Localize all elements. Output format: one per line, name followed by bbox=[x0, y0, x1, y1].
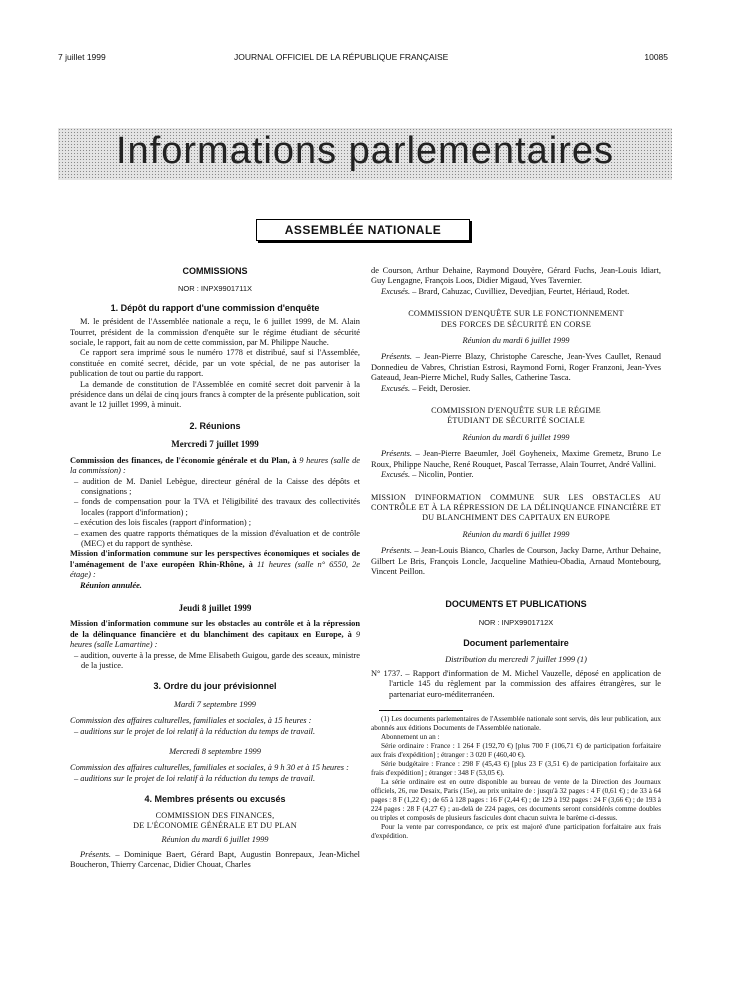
reunion-date: Réunion du mardi 6 juillet 1999 bbox=[462, 336, 570, 346]
commissions-heading: COMMISSIONS bbox=[182, 266, 248, 276]
reunion-date: Réunion du mardi 6 juillet 1999 bbox=[462, 432, 570, 442]
nor-code: NOR : INPX9901711X bbox=[177, 284, 253, 294]
present-names-continued: de Courson, Arthur Dehaine, Raymond Douyère, Gérard Fuchs, Jean-Louis Idiart, Guy Lengagne, François Loos, Didier Migaud, Yves Tavernier. bbox=[371, 266, 661, 286]
attendance-excused bbox=[371, 384, 661, 394]
present-names: – Jean-Pierre Blazy, Christophe Caresche, Jean-Yves Caullet, Renaud Donnedieu de Vabres, Christian Estrosi, Raymond Forni, Roger Franzoni, Jean-Yves Gateaud, Jean-Pierre Michel, Rudy Salles, Catherine Tasca. bbox=[371, 352, 661, 383]
present-label: Présents. bbox=[381, 449, 412, 459]
attendance-present bbox=[371, 352, 661, 383]
meeting-time: 9 heures (salle Lamartine) : bbox=[70, 629, 361, 650]
attendance-present bbox=[371, 449, 661, 470]
mission-title: MISSION D'INFORMATION COMMUNE SUR LES OBSTACLES AU CONTRÔLE ET À LA RÉPRESSION DE LA DÉLINQUANCE FINANCIÈRE ET DU BLANCHIMENT DES CAPITAUX EN EUROPE bbox=[371, 492, 661, 523]
meeting-time: 11 heures (salle n° 6550, 2e étage) : bbox=[70, 559, 360, 580]
footnote-text: Série budgétaire : France : 298 F (45,43 €) [plus 23 F (3,51 €) de participation forfaitaire aux frais d'expédition] ; étranger : 348 F (53,05 €). bbox=[371, 760, 661, 778]
agenda-item: – audition de M. Daniel Lebègue, directeur général de la Caisse des dépôts et consignations ; bbox=[74, 476, 360, 496]
commission-title: DES FORCES DE SÉCURITÉ EN CORSE bbox=[440, 319, 592, 329]
footnote-text: (1) Les documents parlementaires de l'Assemblée nationale sont servis, dès leur publication, aux abonnés aux éditions Documents de l'Assemblée nationale. bbox=[371, 715, 661, 733]
present-names: – Jean-Pierre Baeumler, Joël Goyheneix, Maxime Gremetz, Bruno Le Roux, Philippe Nauche, René Rouquet, Pascal Terrasse, Alain Tourret, André Vallini. bbox=[371, 449, 661, 469]
attendance-excused bbox=[371, 470, 661, 480]
meeting-entry bbox=[70, 456, 360, 477]
agenda-item: – audition, ouverte à la presse, de Mme Elisabeth Guigou, garde des sceaux, ministre de la justice. bbox=[74, 650, 360, 670]
assembly-title-box: ASSEMBLÉE NATIONALE bbox=[256, 219, 470, 241]
section-1-paragraph: M. le président de l'Assemblée nationale a reçu, le 6 juillet 1999, de M. Alain Tourret, président de la commission d'enquête sur le régime étudiant de sécurité sociale, le rapport, fait au nom de cette commission, par M. Philippe Nauche. bbox=[70, 317, 360, 348]
agenda-item: – fonds de compensation pour la TVA et l'éligibilité des travaux des collectivités locales (rapport d'information) ; bbox=[74, 497, 360, 517]
section-3-title: 3. Ordre du jour prévisionnel bbox=[153, 681, 277, 692]
section-1-title: 1. Dépôt du rapport d'une commission d'enquête bbox=[110, 302, 320, 313]
footnote-text: Série ordinaire : France : 1 264 F (192,70 €) [plus 700 F (106,71 €) de participation forfaitaire aux frais d'expédition] ; étranger : 3 020 F (460,40 €). bbox=[371, 742, 661, 760]
header-page-number: 10085 bbox=[644, 52, 668, 62]
meeting-body: Mission d'information commune sur les perspectives économiques et sociales de l'aménagement de l'axe européen Rhin-Rhône, à bbox=[70, 549, 360, 569]
section-1-paragraph: La demande de constitution de l'Assemblée en comité secret doit parvenir à la présidence dans un délai de cinq jours francs à compter de la présente publication, soit avant le 12 juillet 1999, à minuit. bbox=[70, 379, 360, 410]
agenda-date: Mardi 7 septembre 1999 bbox=[174, 699, 256, 709]
section-1-paragraph: Ce rapport sera imprimé sous le numéro 1778 et distribué, sauf si l'Assemblée, constituée en comité secret, décide, par un vote spécial, de ne pas autoriser la publication de tout ou partie du rapport. bbox=[70, 348, 360, 379]
document-type-heading: Document parlementaire bbox=[463, 638, 569, 649]
reunion-date: Réunion du mardi 6 juillet 1999 bbox=[462, 529, 570, 539]
section-banner bbox=[58, 128, 672, 180]
excused-label: Excusés. bbox=[381, 383, 411, 393]
right-column bbox=[371, 266, 661, 841]
reunion-date: Réunion du mardi 6 juillet 1999 bbox=[161, 835, 269, 845]
left-column bbox=[70, 266, 360, 871]
footnote-text: Abonnement un an : bbox=[381, 733, 440, 742]
nor-code: NOR : INPX9901712X bbox=[478, 617, 554, 627]
header-journal: JOURNAL OFFICIEL DE LA RÉPUBLIQUE FRANÇAISE bbox=[234, 52, 449, 62]
header-date: 7 juillet 1999 bbox=[58, 52, 106, 62]
documents-heading: DOCUMENTS ET PUBLICATIONS bbox=[445, 599, 587, 610]
present-names: – Dominique Baert, Gérard Bapt, Augustin Bonrepaux, Jean-Michel Boucheron, Thierry Carcenac, Didier Chouat, Charles bbox=[70, 849, 360, 870]
document-entry: N° 1737. – Rapport d'information de M. Michel Vauzelle, déposé en application de l'article 145 du règlement par la commission des affaires étrangères, sur le partenariat euro-méditerranéen. bbox=[371, 668, 661, 699]
present-label: Présents. bbox=[381, 546, 412, 556]
page-header bbox=[58, 52, 668, 68]
section-4-title: 4. Membres présents ou excusés bbox=[144, 794, 286, 805]
present-label: Présents. bbox=[381, 352, 412, 362]
agenda-commission: Commission des affaires culturelles, familiales et sociales, à 15 heures : bbox=[70, 716, 312, 726]
commission-title: COMMISSION D'ENQUÊTE SUR LE RÉGIME bbox=[431, 406, 601, 416]
meeting-body: Mission d'information commune sur les obstacles au contrôle et à la répression de la délinquance financière et du blanchiment des capitaux en Europe, à bbox=[70, 619, 360, 639]
agenda-item: – auditions sur le projet de loi relatif à la réduction du temps de travail. bbox=[74, 726, 316, 736]
excused-label: Excusés. bbox=[381, 286, 411, 296]
excused-names: – Brard, Cahuzac, Cuvilliez, Devedjian, Feurtet, Hériaud, Rodet. bbox=[410, 286, 630, 296]
attendance-present bbox=[70, 850, 360, 871]
meeting-entry bbox=[70, 549, 360, 580]
commission-title: DE L'ÉCONOMIE GÉNÉRALE ET DU PLAN bbox=[133, 821, 297, 831]
distribution-date: Distribution du mercredi 7 juillet 1999 (1) bbox=[445, 654, 587, 664]
meeting-date: Jeudi 8 juillet 1999 bbox=[178, 602, 252, 613]
commission-title: COMMISSION DES FINANCES, bbox=[155, 810, 275, 820]
meeting-date: Mercredi 7 juillet 1999 bbox=[171, 439, 259, 450]
commission-title: ÉTUDIANT DE SÉCURITÉ SOCIALE bbox=[447, 416, 585, 426]
agenda-commission: Commission des affaires culturelles, familiales et sociales, à 9 h 30 et à 15 heures : bbox=[70, 763, 349, 773]
present-label: Présents. bbox=[80, 849, 111, 859]
meeting-entry bbox=[70, 619, 360, 650]
section-2-title: 2. Réunions bbox=[189, 420, 241, 431]
meeting-time: 9 heures (salle de la commission) : bbox=[70, 455, 361, 476]
footnote-text: La série ordinaire est en outre disponible au bureau de vente de la Direction des Journaux officiels, 26, rue Desaix, Paris (15e), au prix unitaire de : jusqu'à 32 pages : 4 F (0,61 €) ; de 33 à 64 pages : 8 F (1,22 €) ; de 65 à 128 pages : 16 F (2,44 €) ; de 129 à 192 pages : 24 F (3,66 €) ; de 193 à 224 pages : 28 F (4,27 €) ; au-delà de 224 pages, ces documents seront considérés comme doubles ou triples et composés de plusieurs fascicules dont chacun suivra le barème ci-dessus. bbox=[371, 778, 661, 823]
present-names: – Jean-Louis Bianco, Charles de Courson, Jacky Darne, Arthur Dehaine, Gilbert Le Bris, François Loncle, Jacqueline Mathieu-Obadia, Arnaud Montebourg, Vincent Peillon. bbox=[371, 546, 661, 576]
footnote-text: Pour la vente par correspondance, ce prix est majoré d'une participation forfaitaire aux frais d'expédition. bbox=[371, 823, 661, 841]
agenda-item: – auditions sur le projet de loi relatif à la réduction du temps de travail. bbox=[74, 773, 316, 783]
meeting-body: Commission des finances, de l'économie générale et du Plan, à bbox=[70, 455, 297, 465]
attendance-excused bbox=[371, 287, 661, 297]
meeting-cancelled: Réunion annulée. bbox=[80, 580, 142, 590]
excused-names: – Nicolin, Pontier. bbox=[410, 470, 474, 480]
agenda-item: – examen des quatre rapports thématiques de la mission d'évaluation et de contrôle (MEC) et du rapport de synthèse. bbox=[74, 528, 360, 548]
attendance-present bbox=[371, 546, 661, 577]
banner-title: Informations parlementaires bbox=[116, 130, 614, 172]
agenda-item: – exécution des lois fiscales (rapport d'information) ; bbox=[74, 518, 252, 528]
commission-title: COMMISSION D'ENQUÊTE SUR LE FONCTIONNEMENT bbox=[408, 309, 624, 319]
excused-label: Excusés. bbox=[381, 470, 411, 480]
agenda-date: Mercredi 8 septembre 1999 bbox=[169, 747, 261, 757]
excused-names: – Feidt, Derosier. bbox=[410, 383, 471, 393]
